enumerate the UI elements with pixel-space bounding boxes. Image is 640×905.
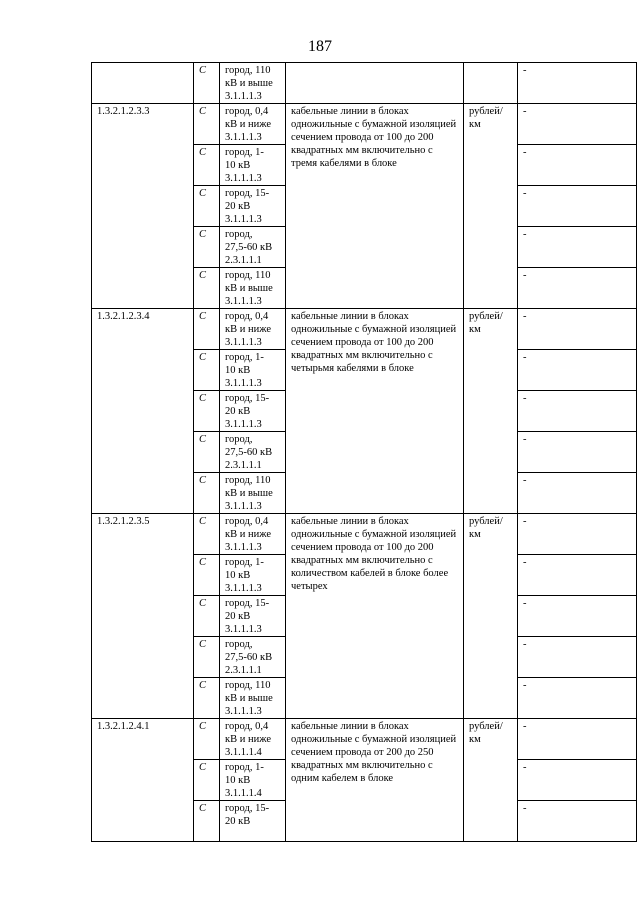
value-cell: - xyxy=(518,514,637,555)
row-code: 1.3.2.1.2.4.1 xyxy=(92,719,194,842)
district-cell: город, 0,4 кВ и ниже 3.1.1.1.3 xyxy=(220,309,286,350)
row-code: 1.3.2.1.2.3.5 xyxy=(92,514,194,719)
district-cell: город, 1- 10 кВ 3.1.1.1.3 xyxy=(220,555,286,596)
description-cell: кабельные линии в блоках одножильные с бумажной изоляцией сечением провода от 100 до 200 квадратных мм включительно с тремя кабелями в блоке xyxy=(286,104,464,309)
district-cell: город, 27,5-60 кВ 2.3.1.1.1 xyxy=(220,432,286,473)
category-cell: С xyxy=(194,391,220,432)
value-cell: - xyxy=(518,350,637,391)
value-cell: - xyxy=(518,432,637,473)
unit-cell: рублей/ км xyxy=(464,719,518,842)
table-row xyxy=(92,63,637,104)
unit-cell: рублей/ км xyxy=(464,309,518,514)
unit-cell: рублей/ км xyxy=(464,104,518,309)
value-cell: - xyxy=(518,391,637,432)
category-cell: С xyxy=(194,760,220,801)
district-cell: город, 110 кВ и выше 3.1.1.1.3 xyxy=(220,678,286,719)
category-cell: С xyxy=(194,145,220,186)
category-cell: С xyxy=(194,350,220,391)
description-cell: кабельные линии в блоках одножильные с бумажной изоляцией сечением провода от 200 до 250 квадратных мм включительно с одним кабелем в блоке xyxy=(286,719,464,842)
category-cell: С xyxy=(194,104,220,145)
row-code xyxy=(92,63,194,104)
unit-cell: рублей/ км xyxy=(464,514,518,719)
district-cell: город, 1- 10 кВ 3.1.1.1.3 xyxy=(220,350,286,391)
district-cell: город, 110 кВ и выше 3.1.1.1.3 xyxy=(220,63,286,104)
district-cell: город, 15- 20 кВ 3.1.1.1.3 xyxy=(220,391,286,432)
district-cell: город, 15- 20 кВ 3.1.1.1.3 xyxy=(220,596,286,637)
table-row xyxy=(92,104,637,145)
value-cell: - xyxy=(518,309,637,350)
value-cell: - xyxy=(518,760,637,801)
district-cell: город, 15- 20 кВ xyxy=(220,801,286,842)
district-cell: город, 15- 20 кВ 3.1.1.1.3 xyxy=(220,186,286,227)
category-cell: С xyxy=(194,596,220,637)
value-cell: - xyxy=(518,268,637,309)
table-row xyxy=(92,719,637,760)
value-cell: - xyxy=(518,186,637,227)
unit-cell xyxy=(464,63,518,104)
district-cell: город, 27,5-60 кВ 2.3.1.1.1 xyxy=(220,637,286,678)
category-cell: С xyxy=(194,186,220,227)
value-cell: - xyxy=(518,227,637,268)
value-cell: - xyxy=(518,719,637,760)
category-cell: С xyxy=(194,309,220,350)
row-code: 1.3.2.1.2.3.4 xyxy=(92,309,194,514)
value-cell: - xyxy=(518,637,637,678)
category-cell: С xyxy=(194,678,220,719)
category-cell: С xyxy=(194,555,220,596)
description-cell: кабельные линии в блоках одножильные с бумажной изоляцией сечением провода от 100 до 200 квадратных мм включительно с четырьмя кабелями в блоке xyxy=(286,309,464,514)
category-cell: С xyxy=(194,63,220,104)
table-row xyxy=(92,309,637,350)
table-row xyxy=(92,514,637,555)
value-cell: - xyxy=(518,801,637,842)
description-cell xyxy=(286,63,464,104)
district-cell: город, 110 кВ и выше 3.1.1.1.3 xyxy=(220,268,286,309)
category-cell: С xyxy=(194,473,220,514)
value-cell: - xyxy=(518,596,637,637)
value-cell: - xyxy=(518,104,637,145)
page-number: 187 xyxy=(308,38,332,55)
district-cell: город, 0,4 кВ и ниже 3.1.1.1.3 xyxy=(220,104,286,145)
category-cell: С xyxy=(194,268,220,309)
district-cell: город, 0,4 кВ и ниже 3.1.1.1.4 xyxy=(220,719,286,760)
value-cell: - xyxy=(518,678,637,719)
value-cell: - xyxy=(518,473,637,514)
district-cell: город, 1- 10 кВ 3.1.1.1.3 xyxy=(220,145,286,186)
category-cell: С xyxy=(194,719,220,760)
district-cell: город, 1- 10 кВ 3.1.1.1.4 xyxy=(220,760,286,801)
category-cell: С xyxy=(194,801,220,842)
description-cell: кабельные линии в блоках одножильные с бумажной изоляцией сечением провода от 100 до 200 квадратных мм включительно с количеством кабелей в блоке более четырех xyxy=(286,514,464,719)
category-cell: С xyxy=(194,514,220,555)
value-cell: - xyxy=(518,555,637,596)
district-cell: город, 0,4 кВ и ниже 3.1.1.1.3 xyxy=(220,514,286,555)
category-cell: С xyxy=(194,637,220,678)
tariff-table xyxy=(91,62,637,842)
district-cell: город, 110 кВ и выше 3.1.1.1.3 xyxy=(220,473,286,514)
category-cell: С xyxy=(194,432,220,473)
value-cell: - xyxy=(518,63,637,104)
value-cell: - xyxy=(518,145,637,186)
row-code: 1.3.2.1.2.3.3 xyxy=(92,104,194,309)
category-cell: С xyxy=(194,227,220,268)
district-cell: город, 27,5-60 кВ 2.3.1.1.1 xyxy=(220,227,286,268)
